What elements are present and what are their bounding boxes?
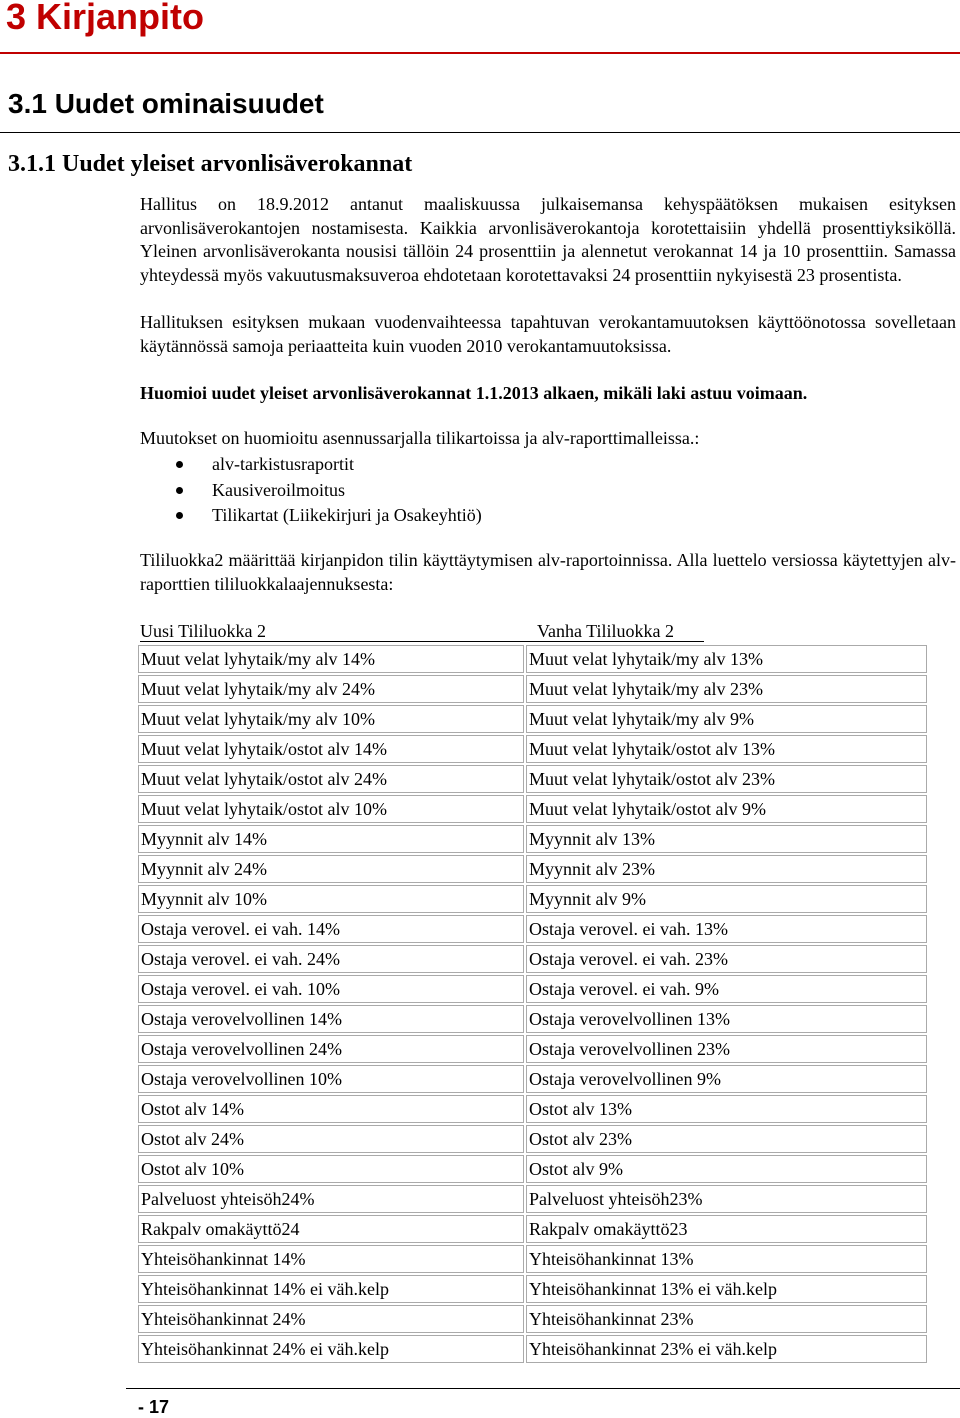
table-row (138, 1005, 927, 1033)
old-class-cell: Muut velat lyhytaik/my alv 13% (526, 645, 927, 673)
old-class-cell: Ostaja verovel. ei vah. 13% (526, 915, 927, 943)
notice-paragraph: Huomioi uudet yleiset arvonlisäverokannat 1.1.2013 alkaen, mikäli laki astuu voimaan. (140, 383, 808, 403)
new-class-cell: Myynnit alv 14% (138, 825, 524, 853)
new-class-cell: Yhteisöhankinnat 14% ei väh.kelp (138, 1275, 524, 1303)
footer-rule (126, 1388, 960, 1389)
intro-paragraph: Hallitus on 18.9.2012 antanut maaliskuussa julkaisemansa kehyspäätöksen mukaisen esityksen arvonlisäverokantojen nostamisesta. Kaikkia arvonlisäverokantoja korotettaisiin yhdellä prosenttiyksiköllä. Yleinen arvonlisäverokanta nousisi tällöin 24 prosenttiin ja alennetut verokannat 14 ja 10 prosenttiin. Samassa yhteydessä myös vakuutusmaksuveroa ehdotetaan korotettavaksi 24 prosenttiin nykyisestä 23 prosentista. (140, 194, 956, 285)
bullet-icon (176, 487, 183, 494)
old-class-cell: Myynnit alv 23% (526, 855, 927, 883)
new-class-cell: Rakpalv omakäyttö24 (138, 1215, 524, 1243)
list-item: alv-tarkistusraportit (140, 452, 482, 478)
old-class-cell: Muut velat lyhytaik/ostot alv 13% (526, 735, 927, 763)
table-row (138, 735, 927, 763)
old-class-cell: Ostaja verovelvollinen 9% (526, 1065, 927, 1093)
old-class-cell: Ostot alv 13% (526, 1095, 927, 1123)
old-class-cell: Ostaja verovelvollinen 23% (526, 1035, 927, 1063)
new-class-cell: Ostot alv 14% (138, 1095, 524, 1123)
table-row (138, 765, 927, 793)
old-class-cell: Ostaja verovel. ei vah. 23% (526, 945, 927, 973)
table-row (138, 1275, 927, 1303)
column-header-underline (140, 641, 704, 642)
table-row (138, 1065, 927, 1093)
new-class-cell: Ostot alv 10% (138, 1155, 524, 1183)
table-row (138, 1035, 927, 1063)
old-class-cell: Ostot alv 9% (526, 1155, 927, 1183)
table-row (138, 1185, 927, 1213)
subsection-heading: 3.1.1 Uudet yleiset arvonlisäverokannat (8, 151, 413, 177)
table-row (138, 795, 927, 823)
table-row (138, 975, 927, 1003)
account-class-table (136, 643, 929, 1365)
old-class-cell: Yhteisöhankinnat 23% (526, 1305, 927, 1333)
old-class-cell: Ostot alv 23% (526, 1125, 927, 1153)
table-row (138, 675, 927, 703)
new-class-cell: Myynnit alv 24% (138, 855, 524, 883)
old-class-cell: Yhteisöhankinnat 13% (526, 1245, 927, 1273)
bullet-icon (176, 512, 183, 519)
list-item: Kausiveroilmoitus (140, 478, 482, 504)
table-row (138, 1155, 927, 1183)
chapter-heading: 3 Kirjanpito (6, 0, 205, 37)
old-class-cell: Muut velat lyhytaik/my alv 9% (526, 705, 927, 733)
table-row (138, 855, 927, 883)
old-class-cell: Ostaja verovel. ei vah. 9% (526, 975, 927, 1003)
new-class-cell: Muut velat lyhytaik/my alv 24% (138, 675, 524, 703)
new-class-cell: Myynnit alv 10% (138, 885, 524, 913)
bullet-icon (176, 461, 183, 468)
new-class-cell: Muut velat lyhytaik/ostot alv 24% (138, 765, 524, 793)
new-class-cell: Yhteisöhankinnat 24% (138, 1305, 524, 1333)
column-header-new: Uusi Tililuokka 2 (140, 621, 267, 641)
table-row (138, 1215, 927, 1243)
new-class-cell: Muut velat lyhytaik/my alv 10% (138, 705, 524, 733)
table-row (138, 1125, 927, 1153)
new-class-cell: Muut velat lyhytaik/ostot alv 10% (138, 795, 524, 823)
new-class-cell: Ostaja verovelvollinen 10% (138, 1065, 524, 1093)
table-row (138, 705, 927, 733)
new-class-cell: Ostot alv 24% (138, 1125, 524, 1153)
new-class-cell: Muut velat lyhytaik/ostot alv 14% (138, 735, 524, 763)
old-class-cell: Rakpalv omakäyttö23 (526, 1215, 927, 1243)
table-row (138, 1305, 927, 1333)
new-class-cell: Ostaja verovelvollinen 14% (138, 1005, 524, 1033)
page-number: - 17 (138, 1397, 170, 1417)
old-class-cell: Muut velat lyhytaik/my alv 23% (526, 675, 927, 703)
table-row (138, 915, 927, 943)
old-class-cell: Yhteisöhankinnat 23% ei väh.kelp (526, 1335, 927, 1363)
old-class-cell: Palveluost yhteisöh23% (526, 1185, 927, 1213)
new-class-cell: Ostaja verovel. ei vah. 14% (138, 915, 524, 943)
new-class-cell: Ostaja verovel. ei vah. 10% (138, 975, 524, 1003)
old-class-cell: Ostaja verovelvollinen 13% (526, 1005, 927, 1033)
policy-paragraph: Hallituksen esityksen mukaan vuodenvaihteessa tapahtuvan verokantamuutoksen käyttöönotossa sovelletaan käytännössä samoja periaatteita kuin vuoden 2010 verokantamuutoksissa. (140, 312, 956, 356)
old-class-cell: Myynnit alv 13% (526, 825, 927, 853)
table-row (138, 1095, 927, 1123)
table-row (138, 885, 927, 913)
new-class-cell: Palveluost yhteisöh24% (138, 1185, 524, 1213)
old-class-cell: Muut velat lyhytaik/ostot alv 9% (526, 795, 927, 823)
new-class-cell: Ostaja verovel. ei vah. 24% (138, 945, 524, 973)
section-heading-rule (0, 132, 960, 133)
chapter-heading-rule (0, 52, 960, 54)
new-class-cell: Ostaja verovelvollinen 24% (138, 1035, 524, 1063)
column-header-old: Vanha Tililuokka 2 (537, 621, 675, 641)
table-row (138, 825, 927, 853)
old-class-cell: Yhteisöhankinnat 13% ei väh.kelp (526, 1275, 927, 1303)
bullet-list (140, 452, 482, 529)
old-class-cell: Myynnit alv 9% (526, 885, 927, 913)
new-class-cell: Yhteisöhankinnat 24% ei väh.kelp (138, 1335, 524, 1363)
table-row (138, 1245, 927, 1273)
new-class-cell: Yhteisöhankinnat 14% (138, 1245, 524, 1273)
new-class-cell: Muut velat lyhytaik/my alv 14% (138, 645, 524, 673)
category-paragraph: Tililuokka2 määrittää kirjanpidon tilin käyttäytymisen alv-raportoinnissa. Alla luettelo versiossa käytettyjen alv-raporttien tililuokkalaajennuksesta: (140, 550, 956, 594)
changes-paragraph: Muutokset on huomioitu asennussarjalla tilikartoissa ja alv-raporttimalleissa.: (140, 428, 700, 448)
section-heading: 3.1 Uudet ominaisuudet (8, 88, 324, 119)
table-row (138, 945, 927, 973)
list-item: Tilikartat (Liikekirjuri ja Osakeyhtiö) (140, 503, 482, 529)
old-class-cell: Muut velat lyhytaik/ostot alv 23% (526, 765, 927, 793)
table-row (138, 645, 927, 673)
table-row (138, 1335, 927, 1363)
